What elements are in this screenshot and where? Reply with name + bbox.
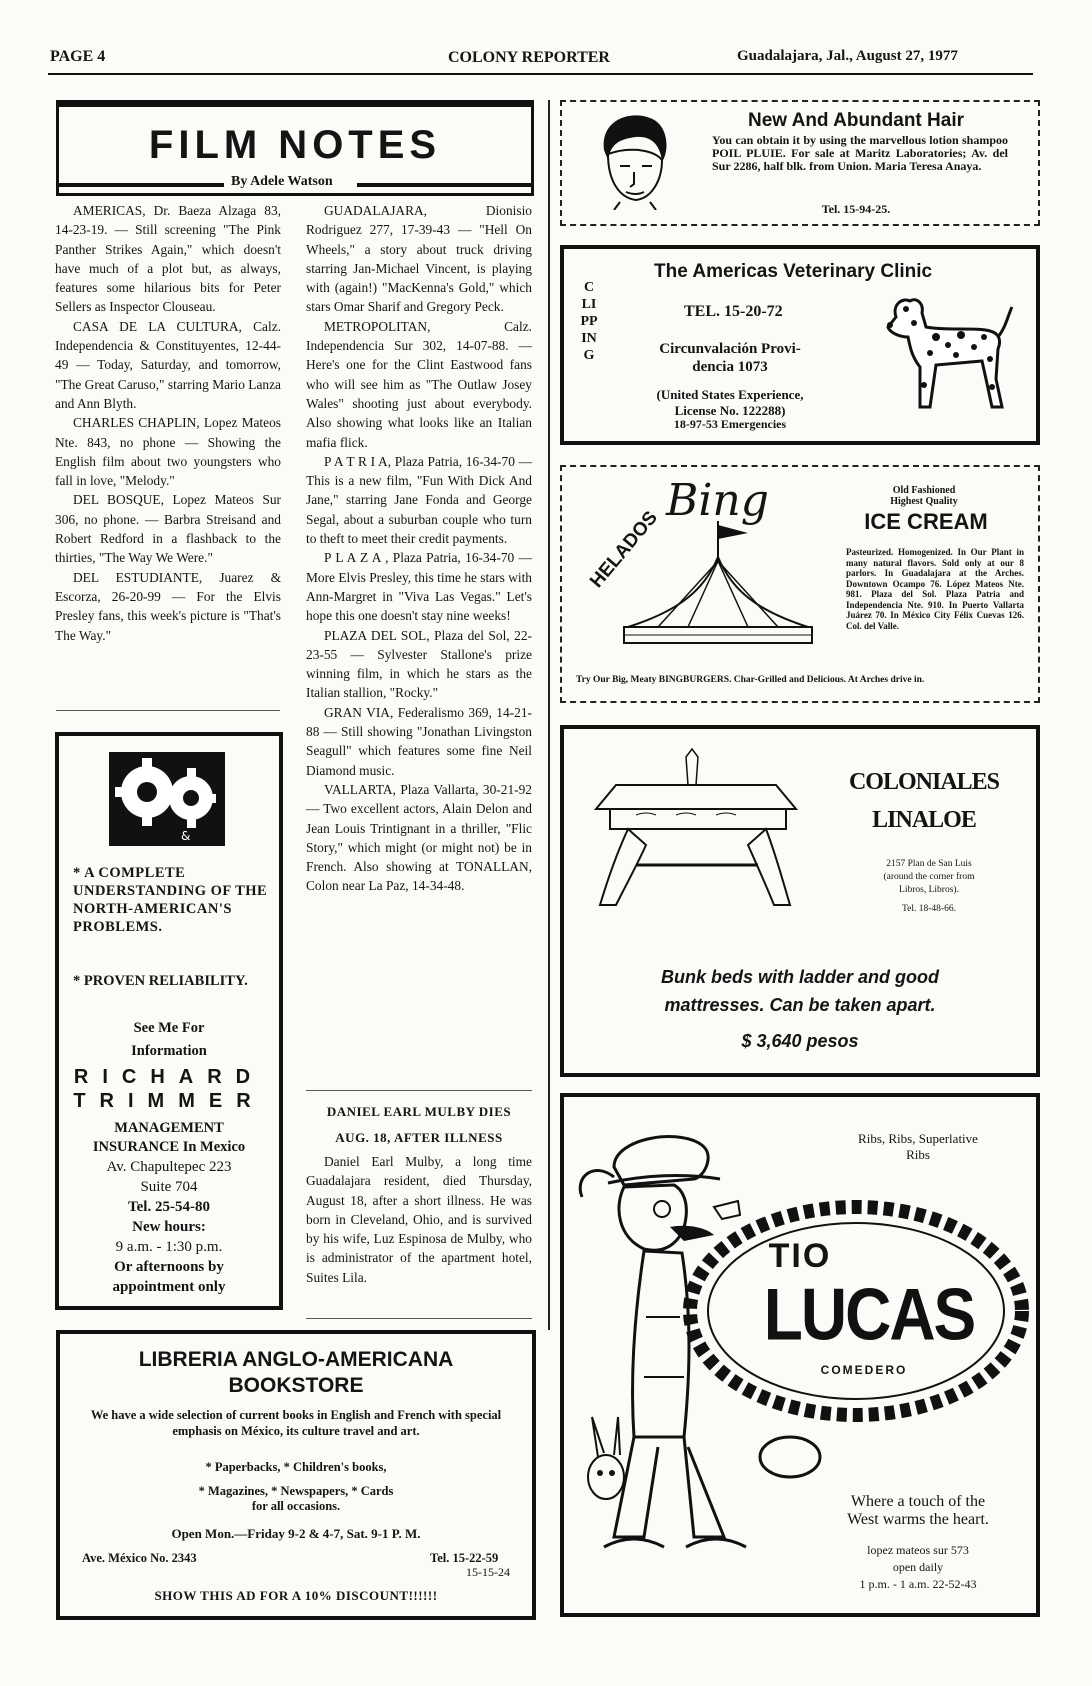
insurance-information: Information — [131, 1043, 207, 1059]
listing-plaza: P L A Z A , Plaza Patria, 16-34-70 — More Elvis Presley, this time he stars with Ann-Margret in "Viva Las Vegas." Let's hope this one doesn't stay nine weeks! — [306, 550, 532, 624]
vet-ad-emergencies: 18-97-53 Emergencies — [673, 417, 787, 431]
tiolucas-slogan-2: West warms the heart. — [847, 1511, 989, 1528]
vet-ad-tel: TEL. 15-20-72 — [684, 303, 783, 320]
listing-patria: P A T R I A, Plaza Patria, 16-34-70 — This is a new film, "Fun With Dick And Jane," starring Jane Fonda and George Segal, about a suburban couple who turn to theft to meet their credit payments. — [306, 453, 532, 547]
tiolucas-tagline-1: Ribs, Ribs, Superlative — [858, 1131, 978, 1146]
column-rule — [56, 710, 280, 711]
vet-ad-side-label: CLIPPING — [580, 280, 598, 363]
insurance-agent-first-name: RICHARD — [73, 1066, 265, 1088]
tiolucas-hours: 1 p.m. - 1 a.m. 22-52-43 — [859, 1577, 977, 1591]
insurance-bullet-1: * A COMPLETE UNDERSTANDING OF THE NORTH-AMERICAN'S PROBLEMS. — [73, 865, 268, 935]
bookstore-title: LIBRERIA ANGLO-AMERICANA — [138, 1348, 454, 1371]
listing-metropolitan: METROPOLITAN, Calz. Independencia Sur 302, 14-07-88. — Here's one for the Clint Eastwood fans who will see him as "The Outlaw Josey Wales" shooting just about everybody. Also showing what looks like an Italian mafia flick. — [306, 318, 532, 450]
tiolucas-tio: TIO — [768, 1237, 832, 1275]
furniture-ad — [560, 725, 1040, 1077]
insurance-hours: 9 a.m. - 1:30 p.m. — [115, 1239, 223, 1255]
icecream-title: ICE CREAM — [864, 509, 988, 534]
furniture-store-name-2: LINALOE — [872, 807, 976, 833]
insurance-address: Av. Chapultepec 223 — [106, 1159, 232, 1175]
obituary-body — [306, 1152, 532, 1287]
bookstore-tel-2: 15-15-24 — [466, 1565, 510, 1579]
bookstore-hours: Open Mon.—Friday 9-2 & 4-7, Sat. 9-1 P. M. — [171, 1526, 421, 1541]
byline-rule-left — [59, 183, 224, 187]
listing-guadalajara: GUADALAJARA, Dionisio Rodriguez 277, 17-39-43 — "Hell On Wheels," a story about truck driving starring Jan-Michael Vincent, is playing with (again!) "MacKenna's Gold," which stars Omar Sharif and Gregory Peck. — [306, 203, 532, 315]
obituary-subhead: AUG. 18, AFTER ILLNESS — [335, 1130, 503, 1145]
listing-gran-via: GRAN VIA, Federalismo 369, 14-21-88 — Still showing "Jonathan Livingston Seagull" which features some fine Neil Diamond music. — [306, 704, 532, 778]
icecream-quality: Highest Quality — [890, 496, 958, 507]
bookstore-discount: SHOW THIS AD FOR A 10% DISCOUNT!!!!!! — [154, 1588, 438, 1603]
listing-del-bosque: DEL BOSQUE, Lopez Mateos Sur 306, no phone. — Barbra Streisand and Robert Redford in a flashback to the thirties, "The Way We Were." — [55, 492, 281, 566]
insurance-suite: Suite 704 — [140, 1179, 198, 1195]
furniture-price: $ 3,640 pesos — [741, 1031, 859, 1051]
carved-table-illustration — [576, 745, 816, 915]
dalmatian-dog-illustration — [866, 287, 1014, 417]
page-number: PAGE 4 — [50, 48, 106, 65]
listing-vallarta: VALLARTA, Plaza Vallarta, 30-21-92 — Two excellent actors, Alain Delon and Jean Louis Trintignant in a thriller, "Flic Story," which might (or might not) be in French. Also showing at TONALLAN, Colon near La Paz, 14-34-48. — [306, 781, 532, 894]
furniture-pitch-2: mattresses. Can be taken apart. — [664, 995, 936, 1015]
listing-del-estudiante: DEL ESTUDIANTE, Juarez & Escorza, 26-20-99 — For the Elvis Presley fans, this week's picture is "That's The Way." — [55, 569, 281, 643]
vet-ad-experience: (United States Experience, — [656, 387, 804, 402]
vet-ad-title: The Americas Veterinary Clinic — [654, 261, 933, 282]
bookstore-items-3: for all occasions. — [251, 1499, 341, 1513]
insurance-agent-last-name: TRIMMER — [73, 1090, 265, 1112]
insurance-tel: Tel. 25-54-80 — [128, 1199, 210, 1215]
header-top-bar — [56, 100, 534, 107]
icecream-ad — [560, 465, 1040, 703]
icecream-logo-helados: HELADOS — [586, 507, 662, 593]
byline-rule-right — [357, 183, 531, 187]
icecream-brand: Bing — [666, 475, 769, 526]
insurance-see-me: See Me For — [133, 1020, 205, 1036]
vet-ad-license: License No. 122288) — [674, 403, 786, 418]
furniture-address-1: 2157 Plan de San Luis — [886, 859, 972, 869]
tiolucas-open-daily: open daily — [892, 1560, 944, 1574]
furniture-store-name-1: COLONIALES — [848, 769, 1000, 795]
vet-ad-address-2: dencia 1073 — [692, 359, 768, 375]
furniture-tel: Tel. 18-48-66. — [902, 904, 956, 914]
tiolucas-ad — [560, 1093, 1040, 1617]
insurance-appointment: appointment only — [112, 1279, 226, 1295]
listing-casa-cultura: CASA DE LA CULTURA, Calz. Independencia & Constituyentes, 12-44-49 — Today, Saturday, and tomorrow, "The Great Caruso," starring Mario Lanza and Ann Blyth. — [55, 318, 281, 411]
bookstore-tel-1: Tel. 15-22-59 — [430, 1551, 499, 1565]
bookstore-address: Ave. México No. 2343 — [82, 1551, 197, 1565]
bookstore-items-1: * Paperbacks, * Children's books, — [205, 1460, 387, 1474]
obituary-text: Daniel Earl Mulby, a long time Guadalajara resident, died Thursday, August 18, after a short illness. He was born in Cleveland, Ohio, and is survived by his wife, Luz Espinosa de Mulby, who is administrator of the apartment hotel, Suites Lila. — [306, 1154, 532, 1285]
insurance-line-2: INSURANCE In Mexico — [92, 1139, 246, 1155]
dateline: Guadalajara, Jal., August 27, 1977 — [737, 48, 958, 64]
insurance-ad — [55, 732, 283, 1310]
tiolucas-comedero: COMEDERO — [820, 1363, 908, 1377]
furniture-address-2: (around the corner from — [883, 872, 975, 882]
bookstore-description: We have a wide selection of current books in English and French with special emphasis on México, its culture travel and art. — [90, 1408, 502, 1438]
byline: By Adele Watson — [231, 174, 333, 189]
hair-ad-tel: Tel. 15-94-25. — [821, 202, 891, 216]
tiolucas-lucas: LUCAS — [763, 1272, 975, 1356]
bookstore-ad — [56, 1330, 536, 1620]
film-notes-column-2 — [306, 201, 532, 896]
vet-ad — [560, 245, 1040, 445]
icecream-old-fashioned: Old Fashioned — [892, 485, 956, 496]
masthead-rule — [48, 73, 1033, 75]
svg-text:&: & — [181, 829, 191, 843]
listing-plaza-del-sol: PLAZA DEL SOL, Plaza del Sol, 22-23-55 — Sylvester Stallone's prize winning film, in which he stars as the Italian stallion, "Rocky." — [306, 627, 532, 701]
listing-charles-chaplin: CHARLES CHAPLIN, Lopez Mateos Nte. 843, no phone — Showing the English film about two youngsters who fall in love, "Melody." — [55, 415, 281, 489]
insurance-afternoons: Or afternoons by — [114, 1259, 224, 1275]
insurance-hours-label: New hours: — [132, 1219, 206, 1235]
newspaper-name: COLONY REPORTER — [448, 49, 610, 66]
man-portrait-illustration — [590, 110, 674, 210]
column-end-rule — [306, 1318, 532, 1319]
tiolucas-address: lopez mateos sur 573 — [867, 1543, 969, 1557]
gears-logo — [109, 752, 225, 846]
column-divider — [548, 100, 550, 1330]
icecream-body: Pasteurized. Homogenized. In Our Plant in many natural flavors. Sold only at our 8 parlors. In Guadalajara at the Arches. Downtown Ocampo 76. López Mateos Nte. 981. Plaza del Sol. Plaza Patria and Independencia Nte. 910. In Puerto Vallarta Juárez 70. In México City Félix Cuevas 126. Col. del Valle. — [846, 547, 1024, 631]
obituary-rule — [306, 1090, 532, 1091]
bookstore-items-2: * Magazines, * Newspapers, * Cards — [198, 1484, 394, 1498]
vet-ad-address-1: Circunvalación Provi- — [659, 341, 801, 357]
hair-ad-body: You can obtain it by using the marvellous lotion shampoo POIL PLUIE. For sale at Maritz Laboratories; Av. del Sur 2286, half blk. from Union. Maria Teresa Anaya. — [712, 133, 1008, 173]
film-notes-header-box — [56, 100, 534, 196]
tiolucas-slogan-1: Where a touch of the — [850, 1493, 986, 1510]
obituary-headline: DANIEL EARL MULBY DIES — [326, 1104, 512, 1119]
icecream-footer: Try Our Big, Meaty BINGBURGERS. Char-Grilled and Delicious. At Arches drive in. — [576, 675, 925, 685]
film-notes-title: FILM NOTES — [148, 123, 442, 167]
insurance-bullet-2: * PROVEN RELIABILITY. — [73, 973, 248, 989]
hair-ad — [560, 100, 1040, 226]
bookstore-subtitle: BOOKSTORE — [228, 1374, 364, 1397]
film-notes-column-1 — [55, 201, 281, 645]
furniture-pitch-1: Bunk beds with ladder and good — [660, 967, 939, 987]
big-top-tent-illustration — [618, 521, 818, 653]
listing-americas: AMERICAS, Dr. Baeza Alzaga 83, 14-23-19. — Still screening "The Pink Panther Strikes Again," which doesn't have much of a plot but, as always, features some hilarious bits for Peter Sellers as Inspector Clouseau. — [55, 203, 281, 315]
furniture-address-3: Libros, Libros). — [899, 885, 959, 895]
tiolucas-tagline-2: Ribs — [906, 1147, 930, 1162]
insurance-line-1: MANAGEMENT — [114, 1120, 224, 1136]
hair-ad-title: New And Abundant Hair — [747, 110, 965, 131]
